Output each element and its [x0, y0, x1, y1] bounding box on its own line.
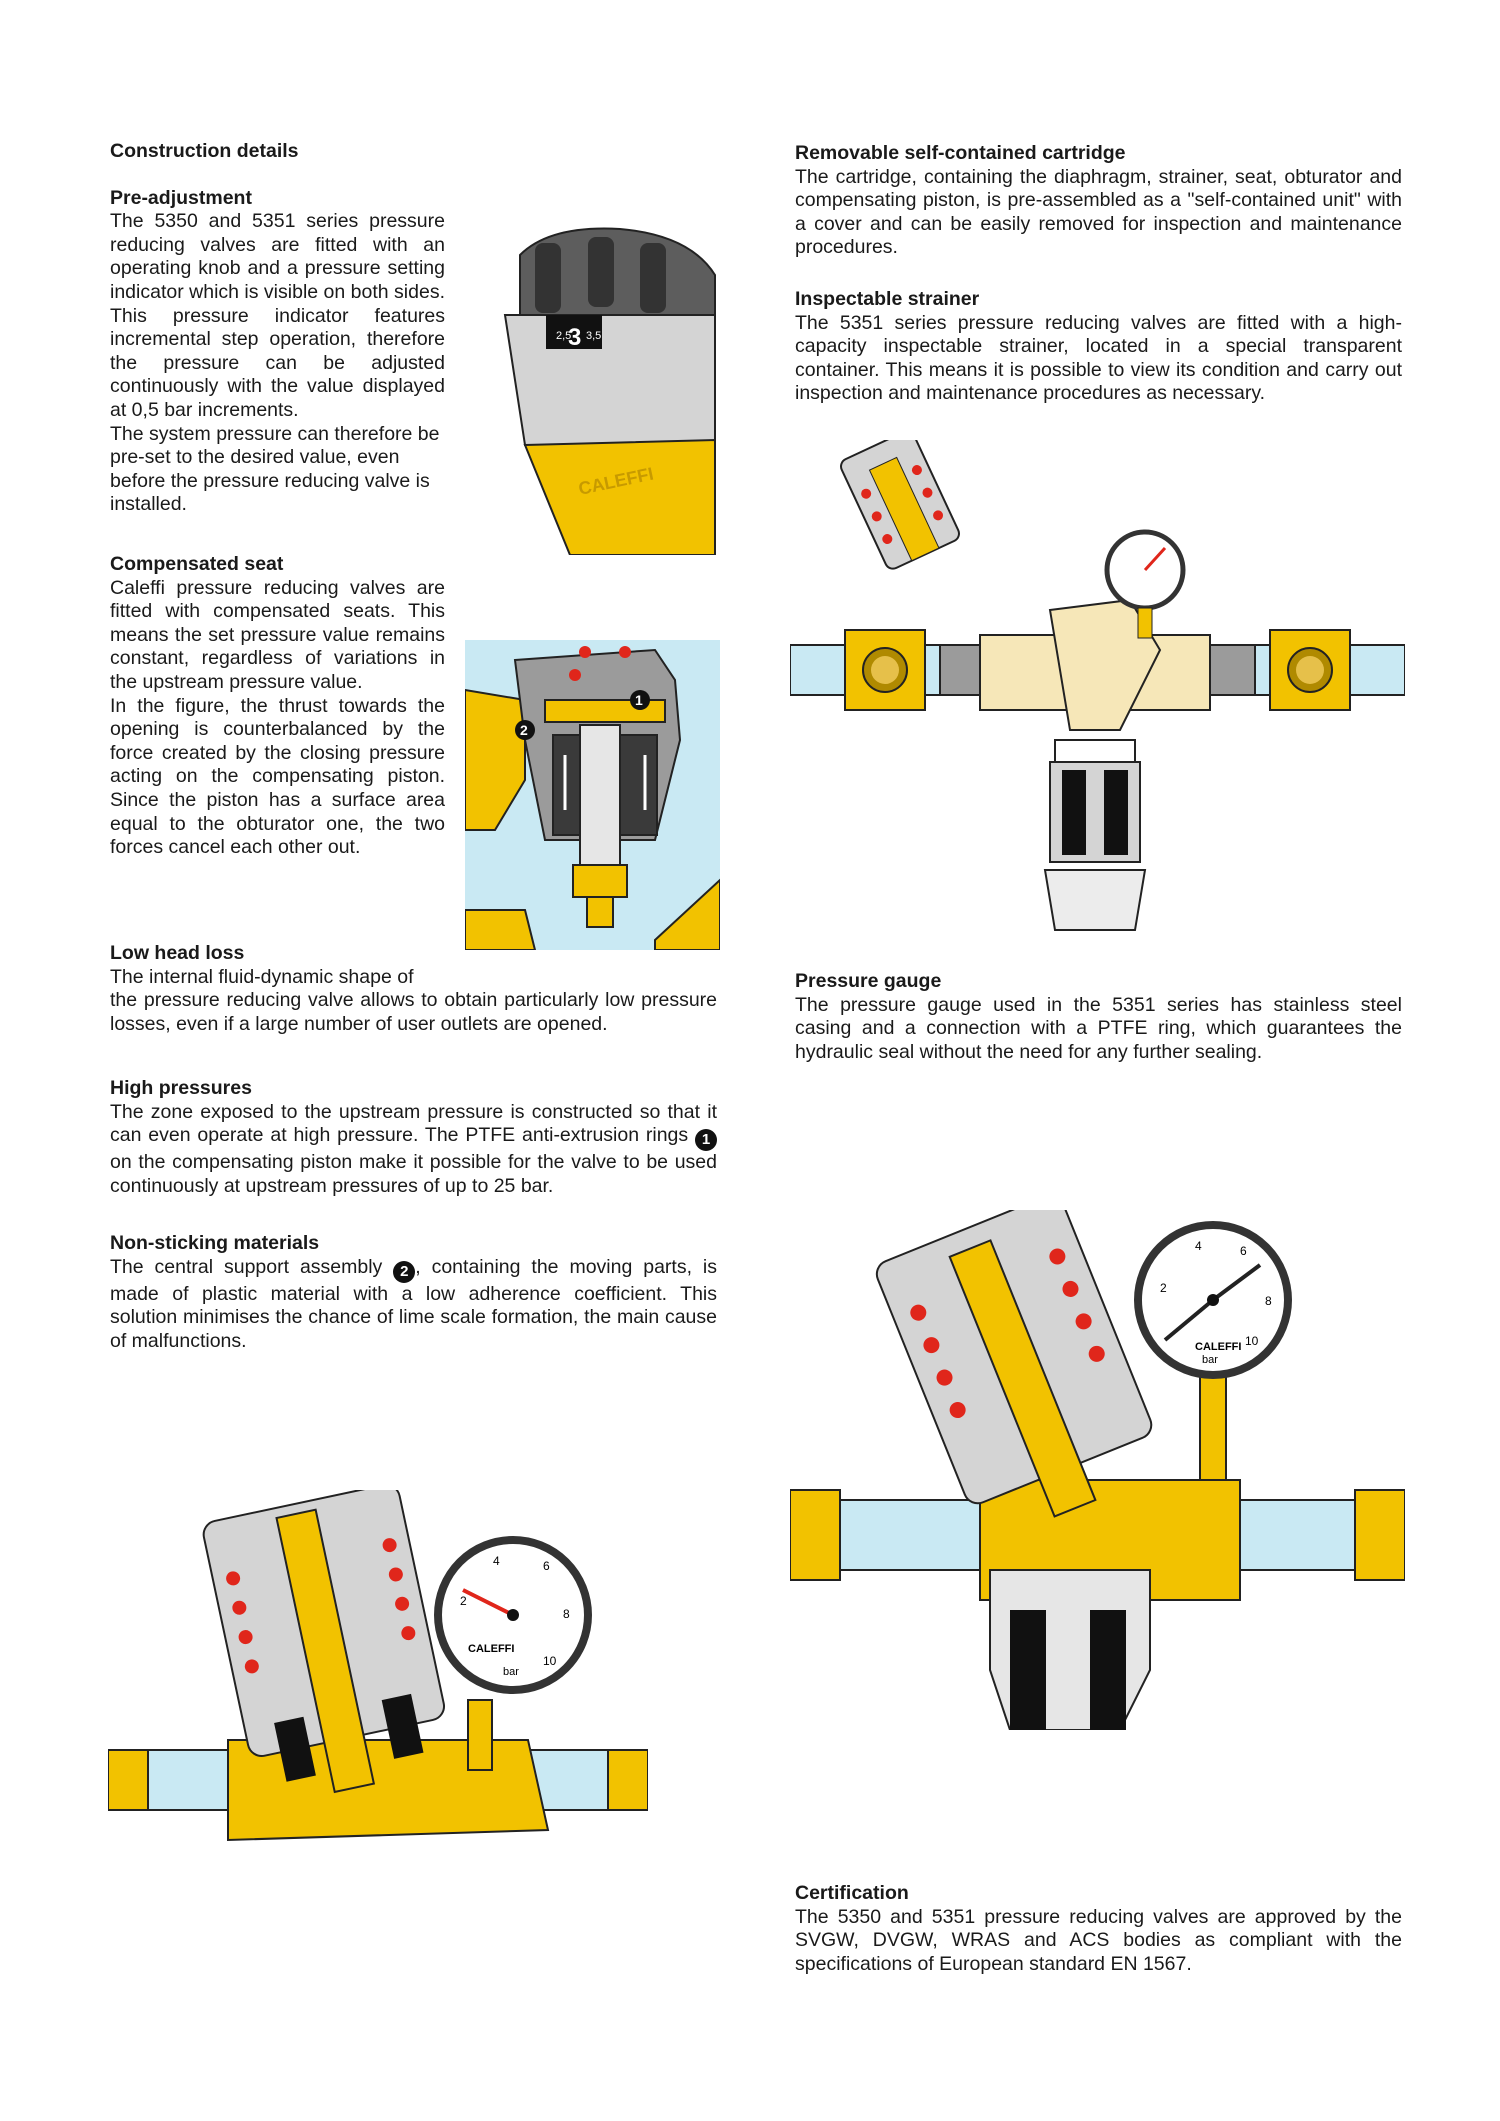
- cartridge-body: The cartridge, containing the diaphragm, strainer, seat, obturator and compensating piston, is pre-assembled as a "self-contained unit" with a cover and can be easily removed for inspection and maintenance procedures.: [795, 165, 1402, 259]
- exploded-valve-illustration: [790, 440, 1405, 940]
- gauge-unit: bar: [503, 1666, 519, 1678]
- gauge2-tick-2: 2: [1160, 1281, 1167, 1295]
- compensated-seat-body2: In the figure, the thrust towards the opening is counterbalanced by the force created by the closing pressure acting on the compensating piston. Since the piston has a surface area equal to the obturator one, the two forces cancel each other out.: [110, 694, 445, 859]
- gauge2-unit: bar: [1202, 1354, 1218, 1366]
- high-pressures-body: [110, 1101, 717, 1199]
- valve-strainer-illustration: [790, 1210, 1405, 1730]
- knob-brand: CALEFFI: [576, 463, 656, 499]
- low-head-loss-body: the pressure reducing valve allows to obtain particularly low pressure losses, even if a large number of user outlets are opened.: [110, 989, 717, 1035]
- strainer-body: The 5351 series pressure reducing valves are fitted with a high-capacity inspectable strainer, located in a special transparent container. This means it is possible to view its condition and carry out inspection and maintenance procedures as necessary.: [795, 311, 1402, 405]
- gauge-tick-4: 4: [493, 1554, 500, 1568]
- strainer-title: Inspectable strainer: [795, 288, 980, 310]
- marker-2-icon: 2: [393, 1261, 415, 1283]
- gauge2-tick-10: 10: [1245, 1334, 1259, 1348]
- compensated-seat-section: [110, 553, 445, 860]
- high-pressures-text-b: on the compensating piston make it possible for the valve to be used continuously at upstream pressures of up to 25 bar.: [110, 1151, 717, 1197]
- gauge-title: Pressure gauge: [795, 970, 942, 992]
- gauge-section: [795, 970, 1402, 1064]
- gauge2-tick-6: 6: [1240, 1244, 1247, 1258]
- pre-adjustment-title: Pre-adjustment: [110, 186, 252, 209]
- seat-marker-2: 2: [520, 722, 528, 738]
- valve-gauge-illustration: [108, 1490, 648, 1850]
- knob-setting-low: 2,5: [556, 330, 572, 342]
- cartridge-title: Removable self-contained cartridge: [795, 142, 1126, 164]
- cartridge-section: [795, 142, 1402, 260]
- knob-illustration: [490, 215, 720, 555]
- gauge-tick-8: 8: [563, 1607, 570, 1621]
- knob-setting: 3: [568, 324, 582, 351]
- left-column: [110, 140, 445, 517]
- low-head-loss-section: [110, 942, 717, 1036]
- knob-setting-high: 3,5: [586, 330, 602, 342]
- non-sticking-text-b: , containing the moving parts, is made of plastic material with a low adherence coefficient. This solution minimises the chance of lime scale formation, the main cause of malfunctions.: [110, 1255, 718, 1352]
- low-head-loss-line1: The internal fluid-dynamic shape of: [110, 965, 414, 988]
- gauge2-brand: CALEFFI: [1195, 1341, 1242, 1353]
- gauge-brand: CALEFFI: [468, 1643, 515, 1655]
- non-sticking-section: [110, 1232, 717, 1353]
- gauge2-tick-8: 8: [1265, 1294, 1272, 1308]
- strainer-section: [795, 288, 1402, 406]
- low-head-loss-title: Low head loss: [110, 942, 245, 964]
- compensated-seat-title: Compensated seat: [110, 553, 284, 575]
- high-pressures-section: [110, 1077, 717, 1198]
- high-pressures-title: High pressures: [110, 1077, 252, 1099]
- non-sticking-title: Non-sticking materials: [110, 1232, 320, 1254]
- pre-adjustment-body2: The system pressure can therefore be pre-set to the desired value, even before the pressure reducing valve is installed.: [110, 422, 440, 516]
- compensated-seat-body: Caleffi pressure reducing valves are fitted with compensated seats. This means the set pressure value remains constant, regardless of variations in the upstream pressure value.: [110, 576, 445, 693]
- gauge2-tick-4: 4: [1195, 1239, 1202, 1253]
- gauge-tick-10: 10: [543, 1654, 557, 1668]
- seat-illustration: [465, 640, 720, 950]
- certification-body: The 5350 and 5351 pressure reducing valves are approved by the SVGW, DVGW, WRAS and ACS bodies as compliant with the specifications of European standard EN 1567.: [795, 1905, 1402, 1975]
- non-sticking-text-a: The central support assembly: [110, 1255, 383, 1278]
- certification-title: Certification: [795, 1882, 909, 1904]
- gauge-tick-2: 2: [460, 1594, 467, 1608]
- high-pressures-text-a: The zone exposed to the upstream pressure is constructed so that it can even operate at high pressure. The PTFE anti-extrusion rings: [110, 1100, 717, 1147]
- non-sticking-body: [110, 1256, 717, 1354]
- gauge-tick-6: 6: [543, 1559, 550, 1573]
- gauge-body: The pressure gauge used in the 5351 series has stainless steel casing and a connection with a PTFE ring, which guarantees the hydraulic seal without the need for any further sealing.: [795, 993, 1402, 1063]
- certification-section: [795, 1882, 1402, 1976]
- seat-marker-1: 1: [635, 692, 643, 708]
- page-heading: Construction details: [110, 140, 299, 162]
- pre-adjustment-body: The 5350 and 5351 series pressure reducing valves are fitted with an operating knob and a pressure setting indicator which is visible on both sides. This pressure indicator features incremental step operation, therefore the pressure can be adjusted continuously with the value displayed at 0,5 bar increments.: [110, 210, 445, 421]
- marker-1-icon: 1: [695, 1129, 717, 1151]
